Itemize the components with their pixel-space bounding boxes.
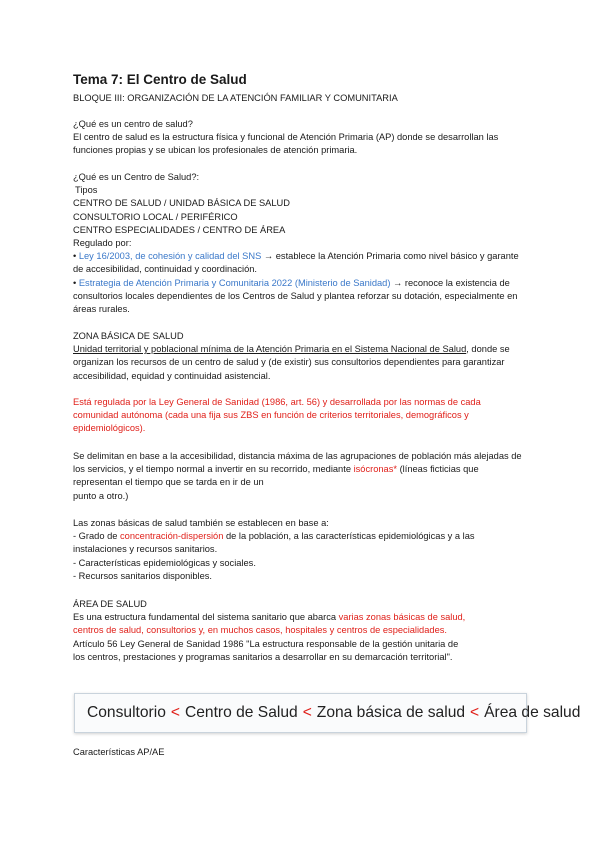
banner-item: Zona básica de salud [316,704,466,721]
section-zbs [73,330,522,383]
law-description: → establece la Atención Primaria como nivel básico y garante de accesibilidad, continuidad y coordinación. [73,251,519,275]
strategy-link[interactable]: Estrategia de Atención Primaria y Comunitaria 2022 (Ministerio de Sanidad) [78,277,391,288]
section-zone-criteria [73,517,522,583]
zone-criteria-item: - Características epidemiológicas y sociales. [73,557,256,568]
section-what-is [73,118,522,158]
banner-item: Centro de Salud [184,704,298,721]
hierarchy-banner [74,693,581,733]
area-definition [73,611,472,637]
banner-separator: < [470,704,480,721]
strategy-description: → reconoce la existencia de consultorios locales dependientes de los Centros de Salud y plantea reforzar su dotación, especialmente en áreas rurales. [73,277,518,315]
zbs-definition-rest: , donde se organizan los recursos de un centro de salud y (de existir) sus consultorios dependientes para garantizar accesibilidad, equidad y continuidad asistencial. [73,344,510,381]
area-article: Artículo 56 Ley General de Sanidad 1986 "La estructura responsable de la gestión unitaria de los centros, prestaciones y programas sanitarios a desarrollar en su demarcación territorial". [73,638,459,662]
regulated-by-label: Regulado por: [73,238,132,249]
concentration-term: concentración-dispersión [120,531,224,542]
delimitation-text [73,450,522,490]
zone-criteria-item: - Recursos sanitarios disponibles. [73,570,212,581]
area-definition-a: Es una estructura fundamental del sistema sanitario que abarca [73,612,339,623]
types-label: Tipos [75,185,98,196]
question-centro-types: ¿Qué es un Centro de Salud?: [73,172,200,182]
block-subtitle: BLOQUE III: ORGANIZACIÓN DE LA ATENCIÓN FAMILIAR Y COMUNITARIA [73,93,398,103]
regulation-item-law: • Ley 16/2003, de cohesión y calidad del SNS → establece la Atención Primaria como nivel básico y garante de accesibilidad, continuidad y coordinación. [73,251,519,275]
banner-separator: < [302,704,312,721]
regulation-item-strategy: • Estrategia de Atención Primaria y Comunitaria 2022 (Ministerio de Sanidad) → reconoce la existencia de consultorios locales dependientes de los Centros de Salud y plantea reforzar su dotación, especialmente en áreas rurales. [73,277,518,315]
banner-item: Área de salud [484,704,581,721]
question-what-is-centro: ¿Qué es un centro de salud? [73,119,193,129]
zone-criteria-intro: Las zonas básicas de salud también se establecen en base a: [73,518,329,528]
isocronas-term: isócronas* [353,464,397,475]
characteristics-heading: Características AP/AE [73,747,165,757]
subtitle [73,92,522,105]
law-link[interactable]: Ley 16/2003, de cohesión y calidad del SNS [78,251,262,262]
section-footer [73,746,522,759]
area-heading: ÁREA DE SALUD [73,599,147,609]
area-definition-red: varias zonas básicas de salud, centros de salud, consultorios y, en muchos casos, hospitales y centros de especialidades. [73,612,466,636]
delimitation-text-b: (líneas ficticias que representan el tiempo que se tarda en ir de un [73,464,479,488]
criteria-1-a: - Grado de [73,531,121,542]
zbs-regulation-text: Está regulada por la Ley General de Sanidad (1986, art. 56) y desarrollada por las normas de cada comunidad autónoma (cada una fija sus ZBS en función de criterios territoriales, demográficos y epidemiológicos). [73,397,481,434]
section-types [73,171,522,316]
criteria-1-b: de la población, a las características epidemiológicas y a las instalaciones y recursos sanitarios. [73,531,475,555]
delimitation-text-a: Se delimitan en base a la accesibilidad, distancia máxima de las agrupaciones de población más alejadas de los servicios, y el tiempo normal a invertir en su recorrido, mediante [73,451,522,475]
zbs-heading: ZONA BÁSICA DE SALUD [73,331,184,341]
answer-what-is-centro: El centro de salud es la estructura física y funcional de Atención Primaria (AP) donde se desarrollan las funciones propias y se ubican los profesionales de atención primaria. [73,132,499,156]
zbs-definition-underlined: Unidad territorial y poblacional mínima de la Atención Primaria en el Sistema Nacional de Salud [73,344,467,355]
page-title: Tema 7: El Centro de Salud [73,72,247,87]
section-delimitation [73,450,522,503]
delimitation-text-end: punto a otro.) [73,490,129,501]
zone-criteria-item [73,530,522,556]
section-area [73,598,472,664]
type-item: CENTRO DE SALUD / UNIDAD BÁSICA DE SALUD [73,198,290,209]
banner-separator: < [170,704,180,721]
section-zbs-regulation [73,396,522,436]
type-item: CENTRO ESPECIALIDADES / CENTRO DE ÁREA [73,224,286,235]
banner-item: Consultorio [87,704,166,721]
zbs-definition [73,343,522,383]
type-item: CONSULTORIO LOCAL / PERIFÉRICO [73,211,238,222]
